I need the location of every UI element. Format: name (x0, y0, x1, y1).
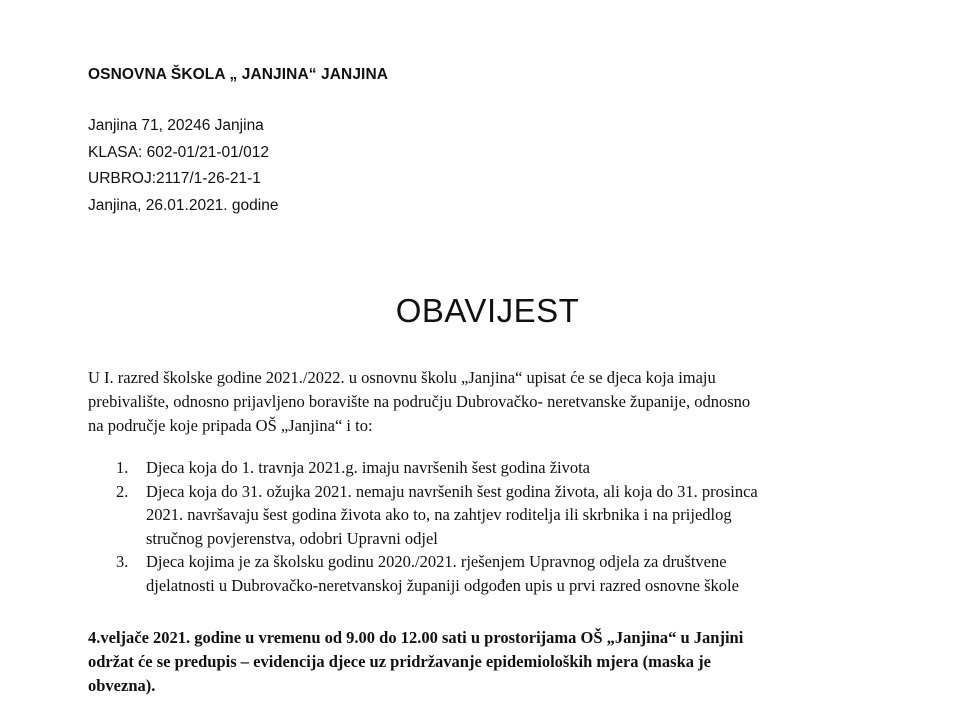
list-item (88, 550, 888, 597)
urbroj-number: URBROJ:2117/1-26-21-1 (88, 170, 261, 187)
school-address: Janjina 71, 20246 Janjina (88, 117, 264, 134)
list-item-number: 1. (116, 458, 129, 477)
intro-line: na područje koje pripada OŠ „Janjina“ i to: (88, 416, 373, 435)
notice-line: obvezna). (88, 676, 156, 695)
intro-line: U I. razred školske godine 2021./2022. u osnovnu školu „Janjina“ upisat će se djeca koja imaju (88, 368, 716, 387)
list-item-line: Djeca koja do 31. ožujka 2021. nemaju navršenih šest godina života, ali koja do 31. prosinca (146, 481, 758, 501)
predupis-notice (88, 626, 888, 698)
notice-line: održat će se predupis – evidencija djece uz pridržavanje epidemioloških mjera (maska je (88, 652, 711, 671)
school-name: OSNOVNA ŠKOLA „ JANJINA“ JANJINA (88, 66, 389, 83)
list-item-number: 3. (116, 552, 129, 571)
klasa-number: KLASA: 602-01/21-01/012 (88, 143, 269, 161)
eligibility-list (88, 456, 888, 597)
list-item-number: 2. (116, 481, 129, 501)
list-item-line: stručnog povjerenstva, odobri Upravni odjel (146, 528, 438, 548)
list-item-line: Djeca kojima je za školsku godinu 2020./2021. rješenjem Upravnog odjela za društvene (146, 552, 727, 571)
list-item (88, 480, 888, 551)
document-meta (88, 113, 278, 219)
list-item-line: Djeca koja do 1. travnja 2021.g. imaju navršenih šest godina života (146, 458, 591, 477)
list-item (88, 456, 888, 480)
document-title: OBAVIJEST (395, 292, 580, 329)
list-item-line: 2021. navršavaju šest godina života ako to, na zahtjev roditelja ili skrbnika i na prijedlog (146, 505, 732, 524)
place-date: Janjina, 26.01.2021. godine (88, 196, 279, 214)
notice-line: 4.veljače 2021. godine u vremenu od 9.00 do 12.00 sati u prostorijama OŠ „Janjina“ u Janjini (88, 628, 744, 647)
intro-line: prebivalište, odnosno prijavljeno boravište na području Dubrovačko- neretvanske županije, odnosno (88, 392, 751, 411)
list-item-line: djelatnosti u Dubrovačko-neretvanskoj županiji odgođen upis u prvi razred osnovne škole (146, 575, 739, 595)
intro-paragraph (88, 366, 848, 438)
